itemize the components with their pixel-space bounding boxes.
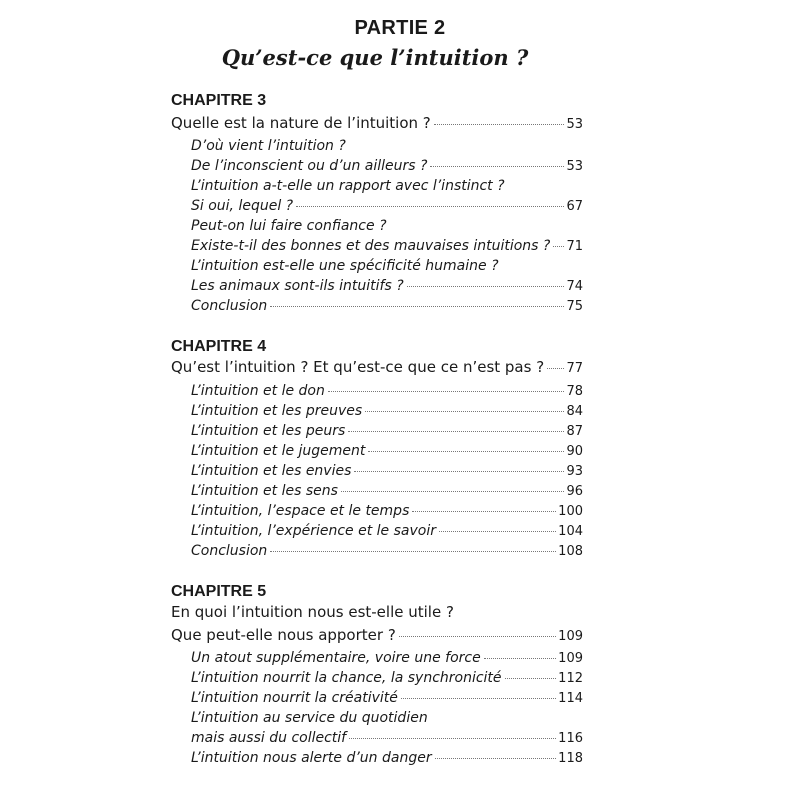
entry-page: 87 bbox=[566, 424, 583, 439]
entry-title: Quelle est la nature de l’intuition ? bbox=[171, 114, 431, 132]
entry-title: L’intuition a-t-elle un rapport avec l’instinct ? bbox=[191, 178, 505, 194]
entry-title: D’où vient l’intuition ? bbox=[191, 138, 346, 154]
toc-entry bbox=[191, 258, 583, 278]
entry-title: L’intuition est-elle une spécificité humaine ? bbox=[191, 258, 499, 274]
dot-leader bbox=[348, 431, 564, 432]
entry-page: 108 bbox=[558, 544, 583, 559]
dot-leader bbox=[341, 491, 565, 492]
entry-page: 96 bbox=[566, 484, 583, 499]
dot-leader bbox=[349, 738, 556, 739]
entry-title: Les animaux sont-ils intuitifs ? bbox=[191, 278, 404, 294]
toc-entry bbox=[171, 603, 583, 623]
entry-title: L’intuition et le jugement bbox=[191, 443, 366, 459]
entry-page: 90 bbox=[566, 444, 583, 459]
entry-page: 118 bbox=[558, 751, 583, 766]
toc-entry bbox=[191, 383, 583, 403]
dot-leader bbox=[505, 678, 557, 679]
dot-leader bbox=[547, 368, 564, 369]
entry-title: L’intuition et les envies bbox=[191, 463, 352, 479]
dot-leader bbox=[296, 206, 564, 207]
entry-page: 116 bbox=[558, 731, 583, 746]
entry-page: 71 bbox=[566, 239, 583, 254]
toc-entry bbox=[191, 650, 583, 670]
chapter-5-heading: CHAPITRE 5 bbox=[171, 583, 267, 600]
toc-entry bbox=[191, 543, 583, 563]
toc-entry bbox=[191, 750, 583, 770]
entry-page: 67 bbox=[566, 199, 583, 214]
entry-page: 112 bbox=[558, 671, 583, 686]
dot-leader bbox=[407, 286, 565, 287]
toc-entry bbox=[191, 138, 583, 158]
toc-entry bbox=[191, 443, 583, 463]
toc-entry bbox=[191, 690, 583, 710]
entry-title: L’intuition nourrit la chance, la synchronicité bbox=[191, 670, 502, 686]
dot-leader bbox=[270, 306, 564, 307]
entry-page: 53 bbox=[566, 159, 583, 174]
entry-page: 109 bbox=[558, 629, 583, 644]
entry-title: En quoi l’intuition nous est-elle utile ? bbox=[171, 603, 454, 621]
dot-leader bbox=[354, 471, 564, 472]
toc-entry bbox=[191, 218, 583, 238]
entry-title: L’intuition nourrit la créativité bbox=[191, 690, 398, 706]
entry-page: 104 bbox=[558, 524, 583, 539]
toc-entry bbox=[191, 710, 583, 730]
dot-leader bbox=[430, 166, 564, 167]
entry-title: L’intuition au service du quotidien bbox=[191, 710, 428, 726]
entry-title: Que peut-elle nous apporter ? bbox=[171, 626, 396, 644]
entry-page: 93 bbox=[566, 464, 583, 479]
toc-entry bbox=[191, 670, 583, 690]
entry-page: 77 bbox=[566, 361, 583, 376]
dot-leader bbox=[553, 246, 564, 247]
entry-page: 114 bbox=[558, 691, 583, 706]
entry-page: 100 bbox=[558, 504, 583, 519]
toc-entry bbox=[191, 730, 583, 750]
toc-entry bbox=[191, 463, 583, 483]
dot-leader bbox=[328, 391, 565, 392]
entry-title: Un atout supplémentaire, voire une force bbox=[191, 650, 481, 666]
entry-title: L’intuition et les peurs bbox=[191, 423, 346, 439]
dot-leader bbox=[270, 551, 556, 552]
dot-leader bbox=[368, 451, 564, 452]
toc-entry bbox=[191, 523, 583, 543]
dot-leader bbox=[412, 511, 556, 512]
entry-title: De l’inconscient ou d’un ailleurs ? bbox=[191, 158, 428, 174]
dot-leader bbox=[365, 411, 564, 412]
entry-page: 75 bbox=[566, 299, 583, 314]
entry-page: 53 bbox=[566, 117, 583, 132]
entry-page: 78 bbox=[566, 384, 583, 399]
dot-leader bbox=[435, 758, 557, 759]
entry-title: L’intuition, l’expérience et le savoir bbox=[191, 523, 436, 539]
entry-title: L’intuition, l’espace et le temps bbox=[191, 503, 410, 519]
entry-title: Existe-t-il des bonnes et des mauvaises intuitions ? bbox=[191, 238, 551, 254]
entry-title: L’intuition et les preuves bbox=[191, 403, 363, 419]
toc-entry bbox=[171, 114, 583, 134]
toc-entry bbox=[191, 198, 583, 218]
dot-leader bbox=[484, 658, 556, 659]
toc-entry bbox=[191, 423, 583, 443]
entry-title: L’intuition et le don bbox=[191, 383, 325, 399]
toc-entry bbox=[191, 238, 583, 258]
dot-leader bbox=[399, 636, 556, 637]
entry-title: Conclusion bbox=[191, 298, 268, 314]
toc-entry bbox=[171, 626, 583, 646]
entry-title: L’intuition nous alerte d’un danger bbox=[191, 750, 432, 766]
entry-page: 84 bbox=[566, 404, 583, 419]
entry-page: 74 bbox=[566, 279, 583, 294]
entry-page: 109 bbox=[558, 651, 583, 666]
toc-entry bbox=[191, 278, 583, 298]
toc-entry bbox=[191, 483, 583, 503]
chapter-3-heading: CHAPITRE 3 bbox=[171, 92, 267, 109]
toc-entry bbox=[191, 158, 583, 178]
toc-entry bbox=[191, 178, 583, 198]
entry-title: mais aussi du collectif bbox=[191, 730, 347, 746]
dot-leader bbox=[439, 531, 556, 532]
part-title: PARTIE 2 bbox=[354, 17, 446, 39]
toc-entry bbox=[171, 358, 583, 378]
toc-entry bbox=[191, 403, 583, 423]
dot-leader bbox=[401, 698, 556, 699]
entry-title: L’intuition et les sens bbox=[191, 483, 338, 499]
toc-entry bbox=[191, 503, 583, 523]
entry-title: Peut-on lui faire confiance ? bbox=[191, 218, 387, 234]
entry-title: Qu’est l’intuition ? Et qu’est-ce que ce n’est pas ? bbox=[171, 358, 545, 376]
entry-title: Si oui, lequel ? bbox=[191, 198, 294, 214]
toc-entry bbox=[191, 298, 583, 318]
chapter-4-heading: CHAPITRE 4 bbox=[171, 338, 267, 355]
dot-leader bbox=[434, 124, 565, 125]
part-subtitle: Qu’est-ce que l’intuition ? bbox=[221, 45, 529, 70]
entry-title: Conclusion bbox=[191, 543, 268, 559]
